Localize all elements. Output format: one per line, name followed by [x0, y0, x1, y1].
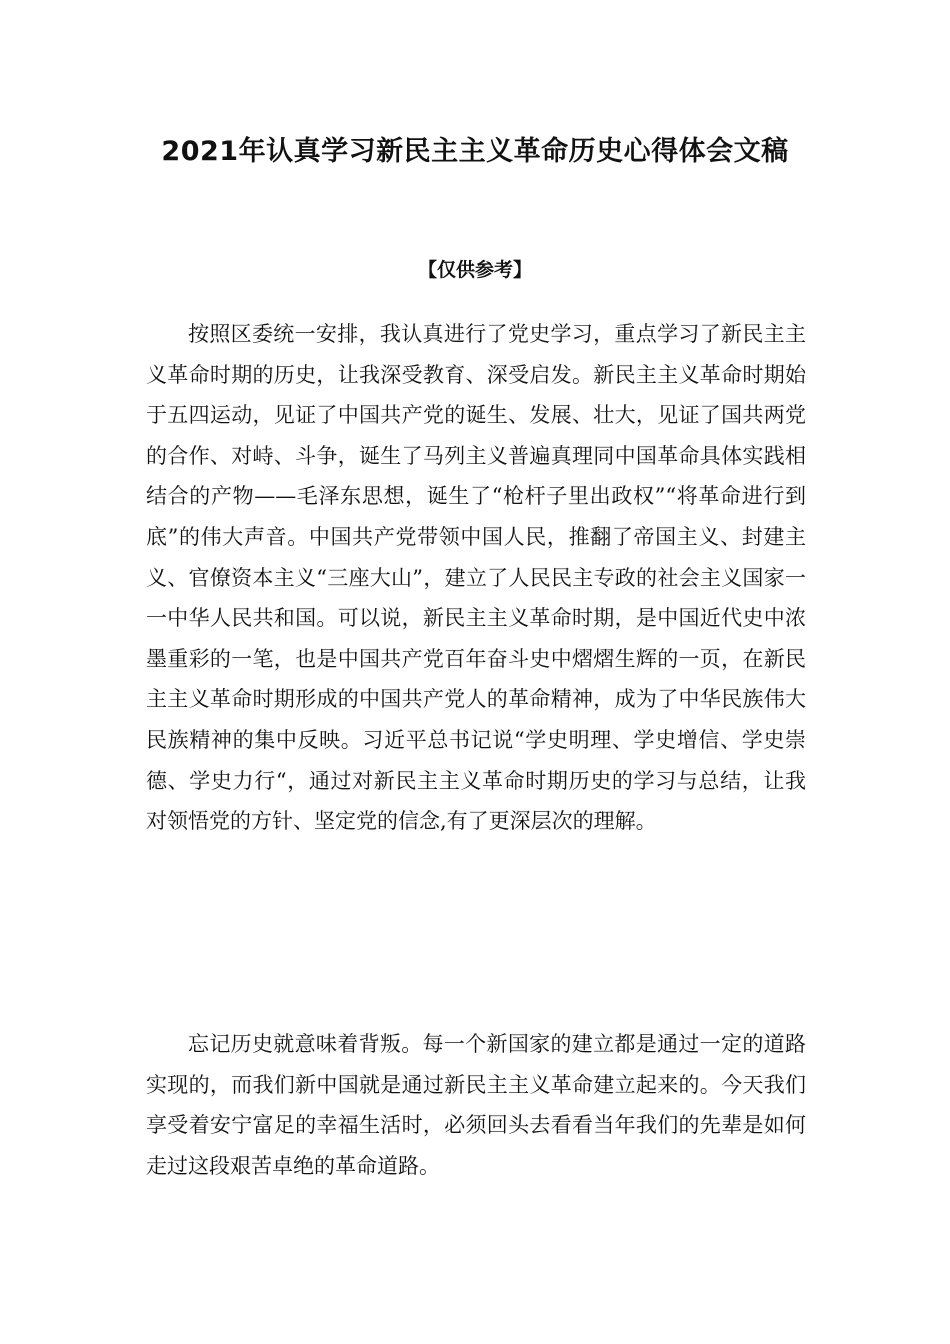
reference-note: 【仅供参考】 [417, 259, 532, 281]
document-title: 2021年认真学习新民主主义革命历史心得体会文稿 [161, 136, 789, 167]
body-paragraph-2: 忘记历史就意味着背叛。每一个新国家的建立都是通过一定的道路实现的，而我们新中国就是通过新民主主义革命建立起来的。今天我们享受着安宁富足的幸福生活时，必须回头去看看当年我们的先辈是如何走过这段艰苦卓绝的革命道路。 [146, 1032, 806, 1178]
body-paragraph-1: 按照区委统一安排，我认真进行了党史学习，重点学习了新民主主义革命时期的历史，让我深受教育、深受启发。新民主主义革命时期始于五四运动，见证了中国共产党的诞生、发展、壮大，见证了国共两党的合作、对峙、斗争，诞生了马列主义普遍真理同中国革命具体实践相结合的产物——毛泽东思想，诞生了“枪杆子里出政权”“将革命进行到底”的伟大声音。中国共产党带领中国人民，推翻了帝国主义、封建主义、官僚资本主义“三座大山”，建立了人民民主专政的社会主义国家一一中华人民共和国。可以说，新民主主义革命时期，是中国近代史中浓墨重彩的一笔，也是中国共产党百年奋斗史中熠熠生辉的一页，在新民主主义革命时期形成的中国共产党人的革命精神，成为了中华民族伟大民族精神的集中反映。习近平总书记说“学史明理、学史增信、学史崇德、学史力行“，通过对新民主主义革命时期历史的学习与总结，让我对领悟党的方针、坚定党的信念,有了更深层次的理解。 [146, 322, 806, 834]
